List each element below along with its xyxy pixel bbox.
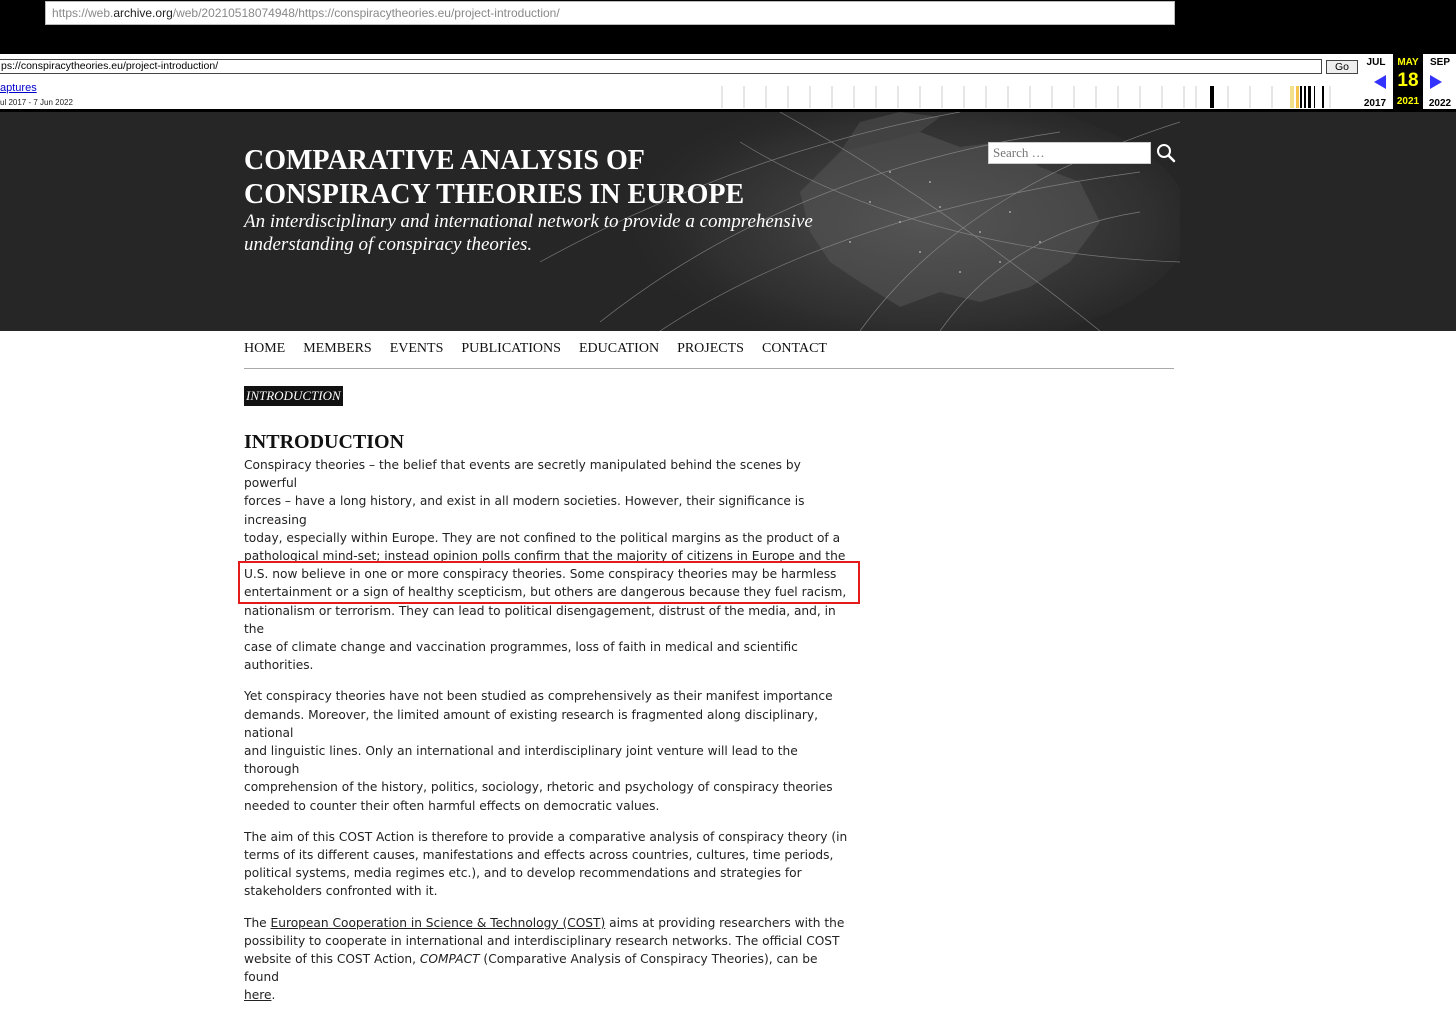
highlighted-text-line: case of climate change and vaccination programmes, loss of faith in medical and scientific authorities. bbox=[244, 640, 798, 673]
capture-sparkline[interactable] bbox=[720, 86, 1360, 108]
site-title-line2: CONSPIRACY THEORIES IN EUROPE bbox=[244, 179, 745, 210]
here-link[interactable]: here bbox=[244, 988, 272, 1003]
highlighted-text-line: nationalism or terrorism. They can lead to political disengagement, distrust of the media, and, in the bbox=[244, 603, 836, 636]
wayback-url-input[interactable]: ps://conspiracytheories.eu/project-introduction/ bbox=[0, 59, 1322, 74]
text-fragment: The bbox=[244, 915, 271, 930]
site-description bbox=[244, 210, 844, 256]
text-line: political systems, media regimes etc.), and to develop recommendations and strategies for bbox=[244, 866, 802, 881]
site-description-line2: understanding of conspiracy theories. bbox=[244, 234, 533, 255]
text-line: comprehension of the history, politics, sociology, rhetoric and psychology of conspiracy theories bbox=[244, 780, 833, 795]
browser-address-bar[interactable] bbox=[45, 1, 1175, 25]
search-input[interactable] bbox=[988, 142, 1151, 164]
page-title: INTRODUCTION bbox=[244, 431, 405, 453]
text-line: The aim of this COST Action is therefore to provide a comparative analysis of conspiracy theory (in bbox=[244, 829, 848, 844]
url-host: archive.org bbox=[113, 6, 173, 20]
text-line: needed to counter their often harmful effects on democratic values. bbox=[244, 798, 660, 813]
current-day-label: 18 bbox=[1397, 70, 1419, 91]
prev-year-label[interactable]: 2017 bbox=[1363, 98, 1387, 109]
wayback-go-button[interactable]: Go bbox=[1326, 60, 1358, 74]
cost-link[interactable]: European Cooperation in Science & Technology (COST) bbox=[270, 915, 606, 930]
nav-item-publications[interactable]: PUBLICATIONS bbox=[461, 341, 561, 356]
browser-tab[interactable] bbox=[0, 0, 44, 26]
nav-item-members[interactable]: MEMBERS bbox=[303, 341, 372, 356]
site-header bbox=[0, 112, 1456, 331]
text-line: stakeholders confronted with it. bbox=[244, 884, 438, 899]
text-line: Yet conspiracy theories have not been studied as comprehensively as their manifest importance bbox=[244, 689, 833, 704]
url-prefix: https://web. bbox=[52, 6, 114, 20]
url-path: /web/20210518074948/https://conspiracytheories.eu/project-introduction/ bbox=[172, 6, 560, 20]
paragraph-2 bbox=[244, 687, 856, 814]
prev-month-label[interactable]: JUL bbox=[1366, 57, 1386, 68]
search-icon[interactable] bbox=[1155, 142, 1177, 164]
text-line: today, especially within Europe. They are not confined to the political margins as the product of a bbox=[244, 530, 841, 545]
prev-capture-arrow-icon[interactable] bbox=[1374, 75, 1386, 89]
paragraph-4 bbox=[244, 914, 856, 1005]
text-line: Conspiracy theories – the belief that events are secretly manipulated behind the scenes by powerful bbox=[244, 458, 801, 491]
current-year-label: 2021 bbox=[1396, 96, 1420, 107]
text-fragment: . bbox=[271, 988, 276, 1003]
text-line: possibility to cooperate in international and interdisciplinary research networks. The official COST bbox=[244, 933, 840, 948]
capture-date-range: ul 2017 - 7 Jun 2022 bbox=[0, 98, 73, 107]
subnav-item-introduction[interactable]: INTRODUCTION bbox=[244, 386, 343, 406]
main-nav bbox=[244, 342, 1174, 369]
compact-emphasis: COMPACT bbox=[419, 952, 480, 967]
captures-link[interactable]: aptures bbox=[0, 82, 37, 94]
red-highlight-box bbox=[238, 561, 860, 604]
text-line: terms of its different causes, manifestations and effects across countries, cultures, time periods, bbox=[244, 848, 834, 863]
nav-item-projects[interactable]: PROJECTS bbox=[677, 341, 744, 356]
nav-item-home[interactable]: HOME bbox=[244, 341, 286, 356]
text-line: pathological mind-set; instead opinion polls confirm that the majority of citizens in Europe and the bbox=[244, 549, 846, 564]
nav-item-events[interactable]: EVENTS bbox=[389, 341, 444, 356]
text-line: entertainment or a sign of healthy scepticism, but others are dangerous because they fuel racism, bbox=[244, 585, 847, 600]
site-title-line1: COMPARATIVE ANALYSIS OF bbox=[244, 145, 645, 176]
next-capture-arrow-icon[interactable] bbox=[1430, 75, 1442, 89]
nav-item-education[interactable]: EDUCATION bbox=[578, 341, 660, 356]
text-line: demands. Moreover, the limited amount of existing research is fragmented along disciplinary, national bbox=[244, 707, 819, 740]
current-capture bbox=[1393, 54, 1423, 111]
article-body bbox=[244, 456, 856, 1018]
text-fragment: website of this COST Action, bbox=[244, 952, 420, 967]
text-line: U.S. now believe in one or more conspiracy theories. Some conspiracy theories may be harmless bbox=[244, 567, 837, 582]
next-month-label[interactable]: SEP bbox=[1429, 57, 1450, 68]
wayback-toolbar bbox=[0, 54, 1456, 112]
next-year-label[interactable]: 2022 bbox=[1428, 98, 1452, 109]
paragraph-3 bbox=[244, 828, 856, 901]
current-month-label: MAY bbox=[1397, 57, 1419, 68]
browser-toolbar bbox=[0, 0, 1456, 54]
text-line: and linguistic lines. Only an international and interdisciplinary joint venture will lead to the thorough bbox=[244, 744, 798, 777]
text-fragment: (Comparative Analysis of Conspiracy Theories), can be found bbox=[244, 952, 818, 985]
text-line: forces – have a long history, and exist in all modern societies. However, their significance is increasing bbox=[244, 494, 805, 527]
site-description-line1: An interdisciplinary and international network to provide a comprehensive bbox=[244, 211, 813, 232]
text-fragment: aims at providing researchers with the bbox=[605, 915, 845, 930]
site-title[interactable] bbox=[244, 144, 804, 212]
nav-item-contact[interactable]: CONTACT bbox=[761, 341, 827, 356]
